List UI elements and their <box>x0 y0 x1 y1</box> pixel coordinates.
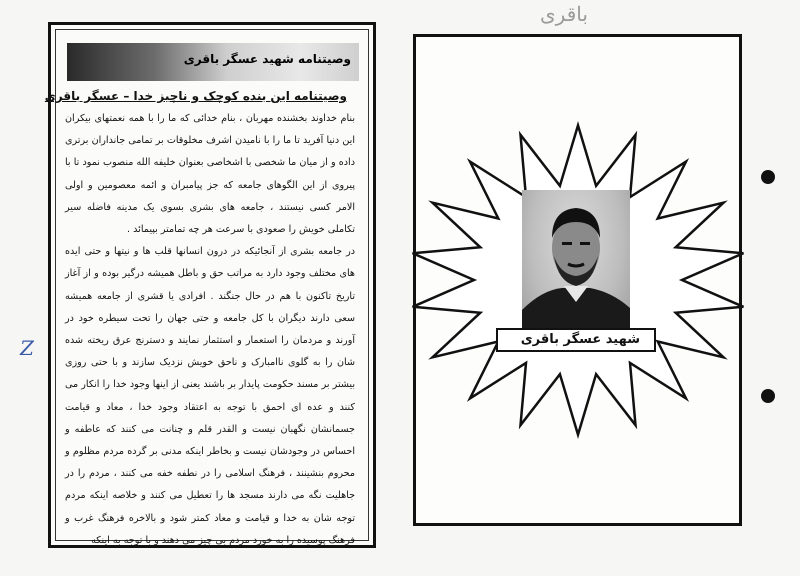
portrait-image <box>522 190 630 332</box>
martyr-name-caption: شهید عسگر باقری <box>520 332 640 347</box>
binder-hole-bottom <box>761 389 775 403</box>
banner-title: وصیتنامه شهید عسگر باقری <box>183 52 351 66</box>
handwritten-note: ﺑﺎﻗﺮﯼ <box>540 2 588 26</box>
caption-box <box>496 328 656 352</box>
paragraph-1: بنام خداوند بخشنده مهربان ، بنام خدائی که ما را با همه نعمتهای بیکران این دنیا آفرید تا ما را با نامیدن اشرف مخلوقات بر تمامی جانداران برتری داده و از میان ما شخصی با اشخاصی بعنوان خلیفه الله منصوب نمود تا با پیروی از این الگوهای جامعه که جز پیامبران و ائمه معصومین و اولی الامر کسی نیستند ، جامعه های بشری بسوی یک مدینه فاضله سیر تکاملی خویش را صعودی با سرعت هر چه تمامتر بپیمائد . <box>65 113 355 236</box>
paragraph-2: در جامعه بشری از آنجائیکه در درون انسانها قلب ها و نیتها و حتی ایده های مختلف وجود دارد به مراتب حق و باطل همیشه درگیر بوده و از آغاز تاریخ تاکنون با هم در حال جنگند . افرادی یا قشری از جامعه همیشه سعی دارند دیگران با کل جامعه و حتی جهان را تحت سیطره خود در آورند و مردمان را استعمار و استثمار نمایند و دسترنج عرق ریخته شده شان را به گلوی ناامبارک و ناحق خویش نزدیک سازند و با حتی روزی بیشتر بر مسند حکومت پایدار بر باشند یعنی از اینها وجود خدا را انکار می کنند و عده ای احمق با توجه به اعتقاد وجود خدا ، معاد و قیامت جسمانشان نگهبان نیست و القدر قلم و چنانت می کنند که عاطفه و احساس در وجودشان نیست و بخاطر اینکه مدنی بر گرده مردم مظلوم و محروم بنشینند ، فرهنگ اسلامی را در نطفه خفه می کنند ، مردم را در جاهلیت نگه می دارند مسجد ها را تعطیل می کنند و خلاصه اینکه مردم توجه شان به خدا و قیامت و معاد کمتر شود و بالاخره فرهنگ غرب و فرهنگ پوسیده را به خورد مردم بی چیز می دهند و با توجه به اینکه <box>65 246 355 546</box>
binder-hole-top <box>761 170 775 184</box>
margin-pen-mark: Z <box>20 336 34 360</box>
will-heading: وصیتنامه این بنده کوچک و ناچیز خدا – عسگر باقری <box>44 89 347 103</box>
martyr-portrait <box>522 190 630 332</box>
